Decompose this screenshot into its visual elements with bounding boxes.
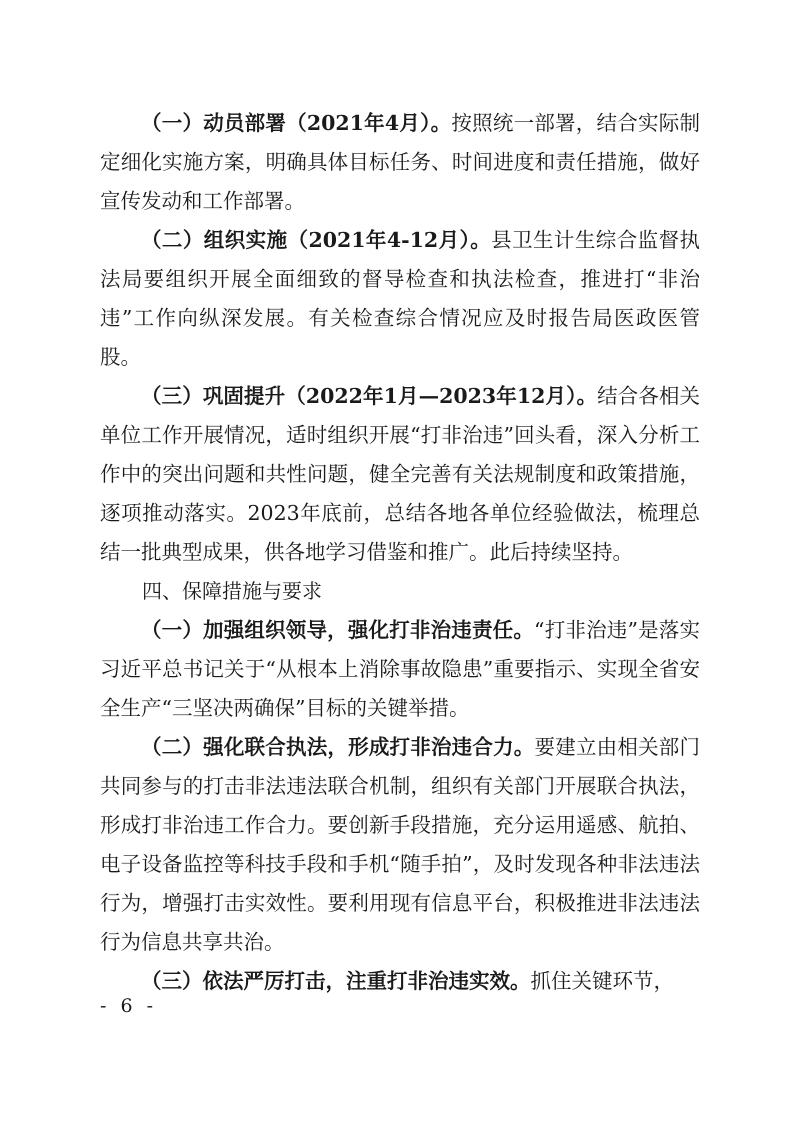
page-number: - 6 - (100, 995, 158, 1017)
paragraph-heading: （三）巩固提升（2022年1月—2023年12月）。 (141, 384, 598, 408)
requirement-leadership (100, 611, 700, 728)
requirement-text: “打非治违”是落实习近平总书记关于“从根本上消除事故隐患”重要指示、实现全省安全生产“三坚决两确保”目标的关键举措。 (100, 618, 700, 720)
requirement-strict-crackdown (100, 962, 700, 1001)
paragraph-consolidation (100, 377, 700, 572)
paragraph-mobilization (100, 104, 700, 221)
requirement-heading: （一）加强组织领导，强化打非治违责任。 (141, 618, 535, 642)
paragraph-text: 按照统一部署，结合实际制定细化实施方案，明确具体目标任务、时间进度和责任措施，做好宣传发动和工作部署。 (100, 111, 700, 213)
paragraph-implementation (100, 221, 700, 377)
requirement-heading: （二）强化联合执法，形成打非治违合力。 (141, 735, 535, 759)
requirement-heading: （三）依法严厉打击，注重打非治违实效。 (141, 969, 531, 993)
requirement-text: 抓住关键环节， (530, 969, 674, 993)
requirement-text: 要建立由相关部门共同参与的打击非法违法联合机制，组织有关部门开展联合执法，形成打非治违工作合力。要创新手段措施，充分运用遥感、航拍、电子设备监控等科技手段和手机“随手拍”，及时发现各种非法违法行为，增强打击实效性。要利用现有信息平台，积极推进非法违法行为信息共享共治。 (100, 735, 701, 954)
paragraph-heading: （二）组织实施（2021年4-12月）。 (141, 228, 492, 252)
section-title: 四、保障措施与要求 (142, 579, 322, 603)
paragraph-text: 县卫生计生综合监督执法局要组织开展全面细致的督导检查和执法检查，推进打“非治违”工作向纵深发展。有关检查综合情况应及时报告局医政医管股。 (100, 228, 701, 369)
requirement-joint-enforcement (100, 728, 700, 962)
paragraph-heading: （一）动员部署（2021年4月）。 (141, 111, 452, 135)
paragraph-text: 结合各相关单位工作开展情况，适时组织开展“打非治违”回头看，深入分析工作中的突出问题和共性问题，健全完善有关法规制度和政策措施，逐项推动落实。2023年底前，总结各地各单位经验做法，梳理总结一批典型成果，供各地学习借鉴和推广。此后持续坚持。 (100, 384, 701, 564)
document-body (100, 104, 700, 1001)
